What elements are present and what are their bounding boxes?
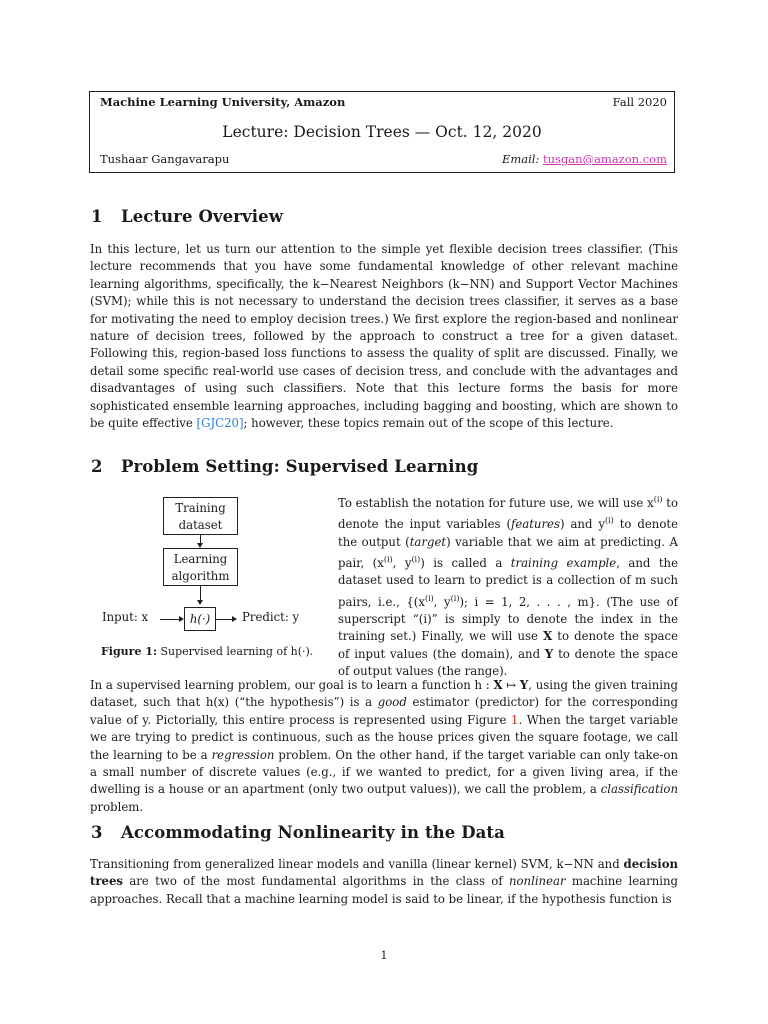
training-dataset-box: Training dataset — [163, 497, 238, 535]
text-run: , y — [392, 555, 412, 570]
section-3-paragraph — [90, 856, 678, 908]
figure-1-caption — [101, 645, 313, 658]
caption-label: Figure 1: — [101, 645, 158, 658]
text-run: estimator (predictor) for the corresponding value of y. Pictorially, this entire process is represented using Figure — [90, 695, 678, 727]
emphasis: features — [511, 517, 560, 532]
arrow-down-icon — [197, 600, 203, 605]
superscript: (i) — [450, 593, 460, 603]
text-run: ) is called a — [420, 555, 511, 570]
institution-name: Machine Learning University, Amazon — [100, 95, 346, 109]
author-email-line — [502, 152, 667, 166]
superscript: (i) — [383, 555, 393, 564]
text-run: problem. — [90, 799, 144, 814]
arrow-line — [216, 619, 232, 620]
section-number: 3 — [91, 823, 103, 842]
text-run: ; however, these topics remain out of the scope of this lecture. — [243, 416, 614, 431]
bold-symbol: Y — [544, 646, 554, 661]
text-run: to denote the space of output values (the range). — [338, 646, 678, 679]
text-run: ) and y — [559, 517, 605, 532]
output-label: Predict: y — [242, 610, 300, 624]
section-title: Lecture Overview — [121, 207, 284, 226]
text-run: problem. On the other hand, if the target variable can only take-on a small number of discrete values (e.g., if we wanted to predict, for a given living area, if the dwelling is a house or an apartment (only two output values)), we call the problem, a — [90, 747, 678, 797]
text-run: , and the dataset used to learn to predict is a collection of m such pairs, i.e., {(x — [338, 555, 678, 609]
email-link[interactable]: tusgan@amazon.com — [543, 152, 667, 166]
section-1-heading — [91, 207, 283, 226]
emphasis: training example — [510, 555, 617, 570]
emphasis: good — [377, 695, 407, 710]
text-run: , y — [433, 594, 451, 609]
input-label: Input: x — [102, 610, 149, 624]
arrow-line — [160, 619, 179, 620]
emphasis: regression — [211, 747, 275, 762]
arrow-right-icon — [179, 616, 184, 622]
section-number: 1 — [91, 207, 103, 226]
text-run: . When the target variable we are trying to predict is continuous, such as the house prices given the square footage, we call the learning to be a — [90, 712, 678, 762]
hypothesis-box: h(·) — [184, 607, 216, 631]
section-3-heading — [91, 823, 505, 842]
arrow-right-icon — [232, 616, 237, 622]
arrow-line — [200, 586, 201, 600]
text-run: are two of the most fundamental algorithms in the class of — [123, 874, 509, 889]
email-label: Email: — [501, 152, 540, 166]
text-run: In a supervised learning problem, our goal is to learn a function h : — [90, 678, 494, 692]
superscript: (i) — [653, 495, 663, 504]
text-run: To establish the notation for future use, we will use x — [338, 495, 654, 510]
lecture-header-box — [89, 91, 675, 173]
bold-term: decision trees — [90, 857, 678, 889]
section-2-notation-paragraph — [338, 491, 678, 681]
text-run: , using the given training dataset, such that h(x) (“the hypothesis”) is a — [90, 678, 678, 710]
text-run: to denote the output ( — [338, 517, 678, 549]
superscript: (i) — [604, 516, 614, 526]
bold-symbol: X — [543, 629, 553, 644]
emphasis: classification — [600, 782, 678, 797]
emphasis: target — [409, 534, 447, 549]
superscript: (i) — [411, 555, 421, 564]
text-run: Transitioning from generalized linear models and vanilla (linear kernel) SVM, k−NN and — [90, 857, 624, 871]
caption-text: Supervised learning of h(·). — [160, 645, 314, 658]
arrow-line — [200, 535, 201, 543]
text-run: ) variable that we aim at predicting. A pair, (x — [338, 534, 678, 570]
page-number: 1 — [380, 949, 388, 962]
author-name: Tushaar Gangavarapu — [100, 152, 230, 166]
emphasis: nonlinear — [508, 874, 566, 889]
lecture-title: Lecture: Decision Trees — Oct. 12, 2020 — [222, 123, 542, 141]
superscript: (i) — [424, 593, 434, 603]
figure-reference-link[interactable]: 1 — [511, 712, 519, 727]
section-2-heading — [91, 457, 478, 476]
citation-link-gjc20[interactable]: [GJC20] — [196, 416, 244, 431]
bold-symbol: Y — [519, 678, 529, 692]
text-run: ); i = 1, 2, . . . , m}. (The use of superscript “(i)” is simply to denote the index in the training set.) Finally, we will use — [338, 594, 679, 644]
section-1-paragraph — [90, 241, 678, 432]
section-number: 2 — [91, 457, 103, 476]
section-2-paragraph-2 — [90, 677, 678, 816]
text-run: to denote the space of input values (the domain), and — [338, 629, 678, 661]
term-label: Fall 2020 — [612, 95, 667, 109]
text-run: to denote the input variables ( — [338, 495, 678, 532]
section-title: Problem Setting: Supervised Learning — [121, 457, 479, 476]
text-run: In this lecture, let us turn our attention to the simple yet flexible decision trees classifier. (This lecture recommends that you have some fundamental knowledge of other relevant machine learning algorithms, specifically, the k−Nearest Neighbors (k−NN) and Support Vector Machines (SVM); while this is not necessary to understand the decision trees classifier, it serves as a base for motivating the need to employ decision trees.) We first explore the region-based and nonlinear nature of decision trees, followed by the approach to construct a tree for a given dataset. Following this, region-based loss functions to assess the quality of split are discussed. Finally, we detail some specific real-world use cases of decision tress, and conclude with the advantages and disadvantages of using such classifiers. Note that this lecture forms the basis for more sophisticated ensemble learning approaches, including bagging and boosting, which are shown to be quite effective — [90, 242, 678, 431]
learning-algorithm-box: Learning algorithm — [163, 548, 238, 586]
text-run: machine learning approaches. Recall that a machine learning model is said to be linear, if the hypothesis function is — [90, 874, 678, 906]
bold-symbol: X — [493, 678, 503, 692]
text-run: ↦ — [502, 678, 520, 692]
section-title: Accommodating Nonlinearity in the Data — [121, 823, 505, 842]
